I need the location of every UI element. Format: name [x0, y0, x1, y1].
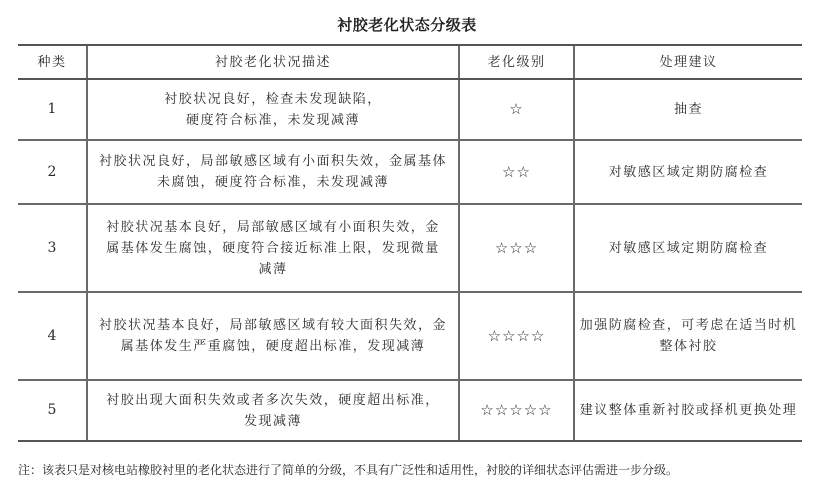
cell-type: 1 [18, 79, 87, 140]
aging-grade-table [18, 44, 802, 442]
cell-level-stars: ☆☆☆ [459, 204, 574, 292]
cell-description: 衬胶状况良好，检查未发现缺陷，硬度符合标准，未发现减薄 [87, 79, 459, 140]
header-type: 种类 [18, 45, 87, 79]
cell-level-stars: ☆☆☆☆ [459, 292, 574, 380]
cell-type: 4 [18, 292, 87, 380]
cell-suggestion: 抽查 [574, 79, 802, 140]
table-row [18, 204, 802, 292]
cell-description: 衬胶状况良好，局部敏感区域有小面积失效，金属基体未腐蚀，硬度符合标准，未发现减薄 [87, 140, 459, 204]
header-row [18, 45, 802, 79]
cell-level-stars: ☆ [459, 79, 574, 140]
cell-type: 3 [18, 204, 87, 292]
table-row [18, 79, 802, 140]
cell-description: 衬胶状况基本良好，局部敏感区域有较大面积失效，金属基体发生严重腐蚀，硬度超出标准，发现减薄 [87, 292, 459, 380]
cell-description: 衬胶状况基本良好，局部敏感区域有小面积失效，金属基体发生腐蚀，硬度符合接近标准上限，发现微量减薄 [87, 204, 459, 292]
cell-level-stars: ☆☆☆☆☆ [459, 380, 574, 441]
table-row [18, 140, 802, 204]
cell-suggestion: 建议整体重新衬胶或择机更换处理 [574, 380, 802, 441]
header-level: 老化级别 [459, 45, 574, 79]
cell-description: 衬胶出现大面积失效或者多次失效，硬度超出标准，发现减薄 [87, 380, 459, 441]
table-row [18, 380, 802, 441]
header-suggestion: 处理建议 [574, 45, 802, 79]
cell-suggestion: 加强防腐检查，可考虑在适当时机整体衬胶 [574, 292, 802, 380]
header-description: 衬胶老化状况描述 [87, 45, 459, 79]
cell-type: 5 [18, 380, 87, 441]
footnote: 注：该表只是对核电站橡胶衬里的老化状态进行了简单的分级，不具有广泛性和适用性，衬胶的详细状态评估需进一步分级。 [18, 463, 679, 477]
cell-level-stars: ☆☆ [459, 140, 574, 204]
table-title: 衬胶老化状态分级表 [337, 16, 477, 34]
cell-suggestion: 对敏感区域定期防腐检查 [574, 140, 802, 204]
cell-suggestion: 对敏感区域定期防腐检查 [574, 204, 802, 292]
cell-type: 2 [18, 140, 87, 204]
table-row [18, 292, 802, 380]
